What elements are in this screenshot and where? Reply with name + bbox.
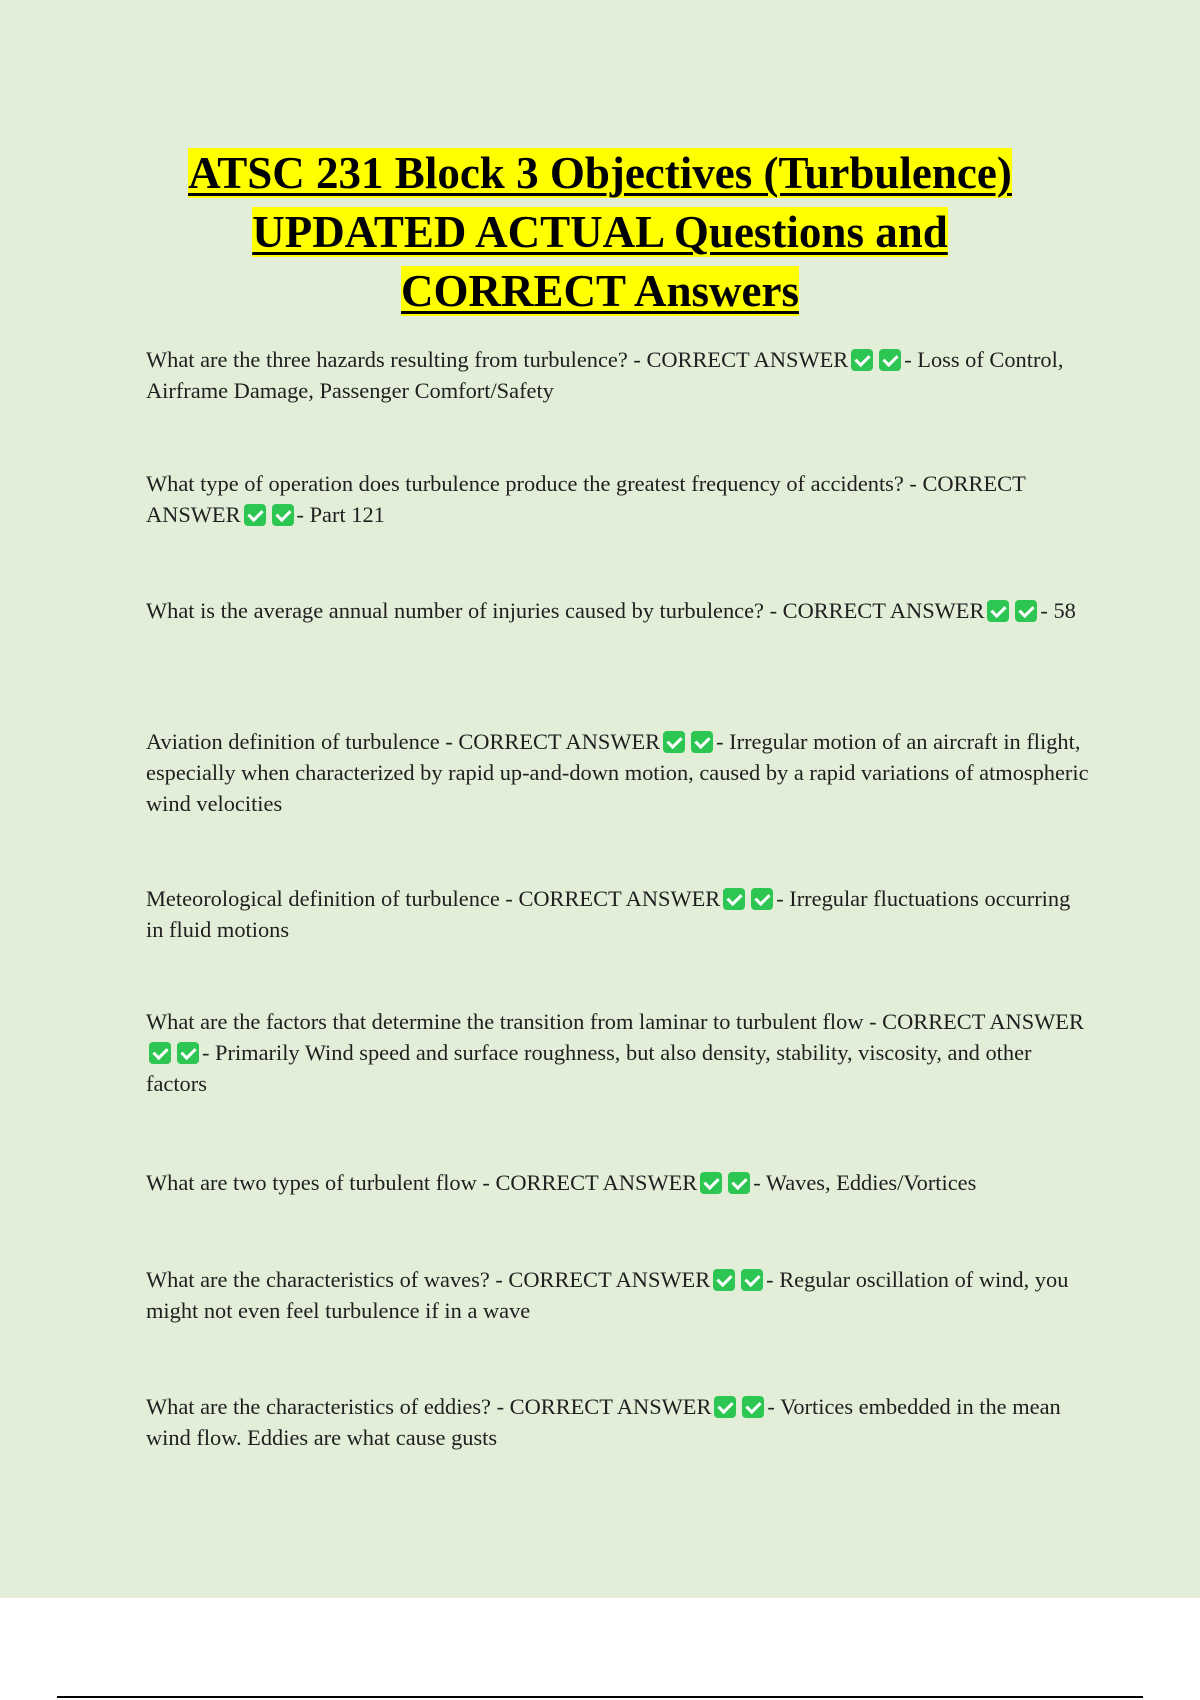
check-icon (244, 504, 266, 526)
question-text: What is the average annual number of injuries caused by turbulence? - (146, 598, 783, 623)
check-icon (751, 888, 773, 910)
question-text: What type of operation does turbulence produce the greatest frequency of accidents? - (146, 471, 923, 496)
title-line: CORRECT Answers (401, 266, 799, 316)
check-icon (723, 888, 745, 910)
check-icon (987, 600, 1009, 622)
check-icon (851, 349, 873, 371)
qa-item (146, 1006, 1091, 1099)
check-icon (714, 1396, 736, 1418)
title-line: ATSC 231 Block 3 Objectives (Turbulence) (188, 148, 1012, 198)
answer-text: - Regular oscillation of wind, you might not even feel turbulence if in a wave (146, 1267, 1069, 1323)
qa-item (146, 1167, 1091, 1198)
answer-marker: CORRECT ANSWER (646, 347, 849, 372)
answer-text: - Irregular fluctuations occurring in fluid motions (146, 886, 1071, 942)
check-icon (713, 1269, 735, 1291)
question-text: What are two types of turbulent flow - (146, 1170, 496, 1195)
check-icon (700, 1172, 722, 1194)
question-text: What are the factors that determine the transition from laminar to turbulent flow - (146, 1009, 883, 1034)
qa-item (146, 883, 1091, 945)
question-text: What are the characteristics of waves? - (146, 1267, 509, 1292)
answer-text: - Waves, Eddies/Vortices (753, 1170, 977, 1195)
qa-item (146, 595, 1091, 626)
answer-marker: CORRECT ANSWER (508, 1267, 711, 1292)
answer-text: - 58 (1040, 598, 1076, 623)
qa-item (146, 1264, 1091, 1326)
answer-marker: CORRECT ANSWER (518, 886, 721, 911)
answer-text: - Primarily Wind speed and surface roughness, but also density, stability, viscosity, and other factors (146, 1040, 1032, 1096)
question-text: Aviation definition of turbulence - (146, 729, 459, 754)
footer-rule (57, 1696, 1143, 1698)
answer-marker: CORRECT ANSWER (782, 598, 985, 623)
document-title (0, 144, 1200, 321)
check-icon (272, 504, 294, 526)
answer-text: - Irregular motion of an aircraft in flight, especially when characterized by rapid up-and-down motion, caused by a rapid variations of atmospheric wind velocities (146, 729, 1089, 816)
answer-text: - Loss of Control, Airframe Damage, Passenger Comfort/Safety (146, 347, 1064, 403)
qa-item (146, 468, 1091, 530)
answer-text: - Vortices embedded in the mean wind flow. Eddies are what cause gusts (146, 1394, 1061, 1450)
question-text: What are the three hazards resulting from turbulence? - (146, 347, 647, 372)
answer-marker: CORRECT ANSWER (882, 1009, 1084, 1034)
check-icon (691, 731, 713, 753)
qa-item (146, 344, 1091, 406)
answer-marker: CORRECT ANSWER (458, 729, 661, 754)
check-icon (741, 1269, 763, 1291)
check-icon (742, 1396, 764, 1418)
title-line: UPDATED ACTUAL Questions and (252, 207, 948, 257)
answer-marker: CORRECT ANSWER (509, 1394, 712, 1419)
answer-marker: CORRECT ANSWER (146, 471, 1026, 527)
qa-item (146, 1391, 1091, 1453)
answer-marker: CORRECT ANSWER (495, 1170, 698, 1195)
question-text: What are the characteristics of eddies? - (146, 1394, 510, 1419)
check-icon (177, 1042, 199, 1064)
check-icon (663, 731, 685, 753)
qa-item (146, 726, 1091, 819)
check-icon (149, 1042, 171, 1064)
check-icon (728, 1172, 750, 1194)
answer-text: - Part 121 (296, 502, 385, 527)
check-icon (1015, 600, 1037, 622)
question-text: Meteorological definition of turbulence - (146, 886, 519, 911)
check-icon (879, 349, 901, 371)
